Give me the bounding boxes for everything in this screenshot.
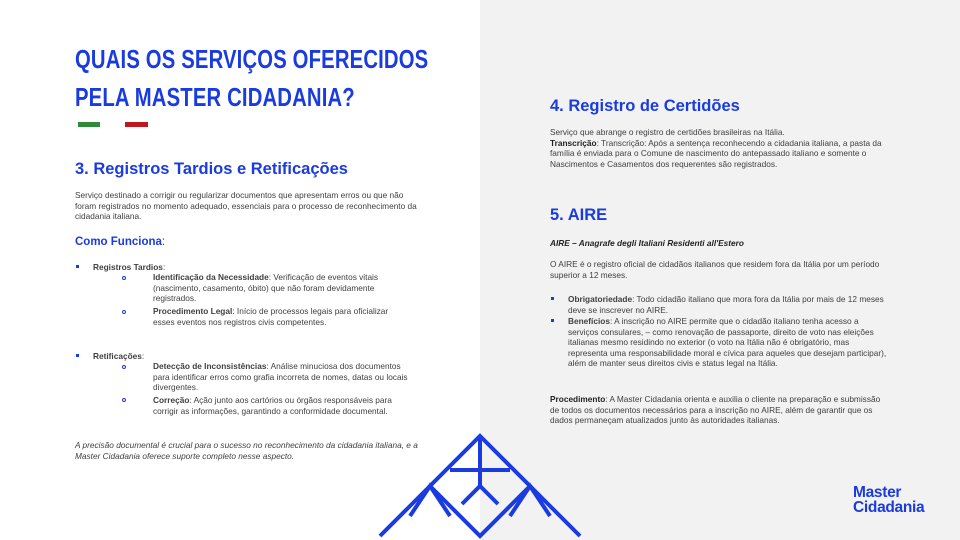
bullet-retificacoes-label: Retificações [93, 351, 142, 361]
flag-red-stripe [125, 122, 148, 127]
procedimento-text: : A Master Cidadania orienta e auxilia o cliente na preparação e submissão de todos os documentos necessários para a inscrição no AIRE, além de garantir que os dados permaneçam atualizados junto às autoridades italianas. [550, 394, 881, 426]
bullet-registros-tardios [93, 262, 165, 273]
sub-bullet-identificacao [153, 272, 403, 304]
bullet-obrigatoriedade-label: Obrigatoriedade [568, 294, 633, 304]
sub-bullet-circle-icon [122, 276, 126, 280]
section-3-heading: 3. Registros Tardios e Retificações [75, 160, 348, 178]
section-4-heading: 4. Registro de Certidões [550, 97, 740, 115]
sub-bullet-deteccao-text: : Análise minuciosa dos documentos para identificar erros como grafia incorreta de nomes, datas ou locais divergentes. [153, 361, 408, 393]
bullet-square-icon [551, 297, 554, 300]
bullet-square-icon [76, 354, 79, 357]
section-4-transcricao-text: : Transcrição: Após a sentença reconhecendo a cidadania italiana, a pasta da família é enviada para o Comune de nascimento do antepassado italiano e somente o Nascimentos e Casamentos dos requerentes são registrados. [550, 137, 882, 169]
sub-bullet-correcao-text: : Ação junto aos cartórios ou órgãos responsáveis para corrigir as informações, garantindo a conformidade documental. [153, 395, 392, 416]
how-it-works-colon: : [161, 236, 166, 248]
section-5-procedimento [550, 394, 885, 426]
sub-bullet-procedimento-legal-label: Procedimento Legal [153, 306, 233, 316]
bullet-retificacoes [93, 351, 144, 362]
bullet-retificacoes-colon: : [141, 351, 145, 361]
procedimento-label: Procedimento [550, 394, 606, 404]
section-4-body [550, 127, 885, 169]
section-5-subtitle: AIRE – Anagrafe degli Italiani Residenti all'Estero [550, 238, 744, 248]
sub-bullet-correcao [153, 395, 413, 416]
section-4-intro: Serviço que abrange o registro de certidões brasileiras na Itália. [550, 127, 785, 137]
sub-bullet-identificacao-label: Identificação da Necessidade [153, 272, 269, 282]
sub-bullet-deteccao [153, 361, 408, 393]
bullet-beneficios [568, 316, 890, 369]
logo-line-2: Cidadania [853, 499, 925, 516]
sub-bullet-circle-icon [122, 398, 126, 402]
section-4-transcricao-label: Transcrição [550, 137, 597, 148]
master-cidadania-logo [853, 485, 924, 515]
bullet-square-icon [76, 265, 79, 268]
page-title-line-1: QUAIS OS SERVIÇOS OFERECIDOS [75, 44, 429, 74]
section-3-closing: A precisão documental é crucial para o sucesso no reconhecimento da cidadania italiana, e a Master Cidadania oferece suporte completo nesse aspecto. [75, 440, 418, 461]
logo-line-1: Master [853, 484, 902, 501]
decorative-geometric-icon [372, 430, 588, 540]
sub-bullet-procedimento-legal [153, 306, 403, 327]
section-3-intro: Serviço destinado a corrigir ou regularizar documentos que apresentam erros ou que não foram registrados no momento adequado, essenciais para o processo de reconhecimento da cidadania italiana. [75, 190, 417, 222]
sub-bullet-deteccao-label: Detecção de Inconsistências [153, 361, 267, 371]
bullet-obrigatoriedade [568, 294, 888, 315]
bullet-registros-tardios-colon: : [162, 262, 166, 272]
page-title-line-2: PELA MASTER CIDADANIA? [75, 82, 355, 112]
page-title [75, 40, 429, 116]
sub-bullet-circle-icon [122, 365, 126, 369]
section-5-heading: 5. AIRE [550, 206, 608, 224]
flag-green-stripe [78, 122, 100, 127]
bullet-beneficios-label: Benefícios [568, 316, 610, 326]
sub-bullet-procedimento-legal-text: : Início de processos legais para oficializar esses eventos nos registros civis competentes. [153, 306, 389, 327]
sub-bullet-identificacao-text: : Verificação de eventos vitais (nascimento, casamento, óbito) que não foram devidamente registrados. [153, 272, 379, 304]
sub-bullet-circle-icon [122, 310, 126, 314]
bullet-beneficios-text: : A inscrição no AIRE permite que o cidadão italiano tenha acesso a serviços consulares, – como renovação de passaporte, direito de voto nas eleições italianas mesmo residindo no exterior (o voto na Itália não é obrigatório, mas representa uma responsabilidade moral e cívica para aqueles que desejam participar), além de manter seus direitos civis e status legal na Itália. [568, 316, 887, 369]
bullet-square-icon [551, 319, 554, 322]
sub-bullet-correcao-label: Correção [153, 395, 190, 405]
how-it-works-text: Como Funciona [75, 236, 162, 248]
italian-flag-decoration [78, 122, 148, 127]
bullet-registros-tardios-label: Registros Tardios [93, 262, 163, 272]
bullet-obrigatoriedade-text: : Todo cidadão italiano que mora fora da Itália por mais de 12 meses deve se inscrever no AIRE. [568, 294, 884, 315]
how-it-works-label [75, 236, 165, 248]
section-5-intro: O AIRE é o registro oficial de cidadãos italianos que residem fora da Itália por um período superior a 12 meses. [550, 259, 880, 280]
